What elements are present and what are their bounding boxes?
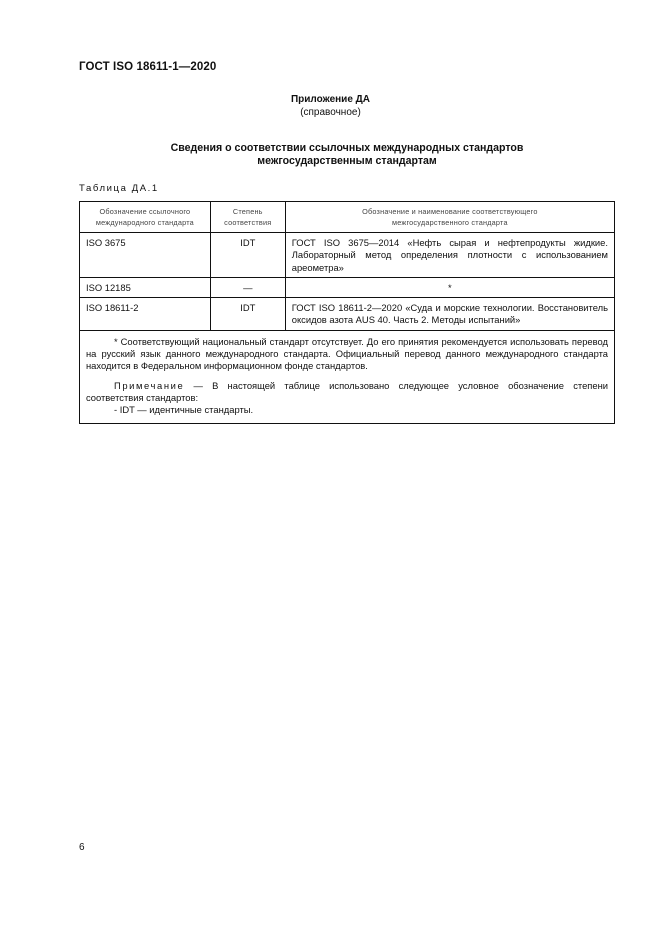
- header-ref-standard-line-1: Обозначение ссылочного: [99, 207, 191, 216]
- correspondence-table: [79, 201, 615, 424]
- section-title: [79, 142, 615, 168]
- note-label: Примечание: [114, 379, 185, 391]
- appendix-subtitle: (справочное): [300, 107, 361, 118]
- table-notes-row: [80, 330, 615, 423]
- cell-national: ГОСТ ISO 3675—2014 «Нефть сырая и нефтепродукты жидкие. Лабораторный метод определения плотности с использованием ареометра»: [285, 233, 614, 278]
- cell-degree: —: [210, 277, 285, 297]
- appendix-title: Приложение ДА: [290, 94, 371, 105]
- cell-degree: IDT: [210, 233, 285, 278]
- section-title-line-2: межгосударственным стандартам: [257, 155, 437, 167]
- table-notes: [80, 330, 615, 423]
- header-ref-standard: [80, 202, 211, 233]
- page-number: 6: [79, 842, 85, 853]
- note-item: - IDT — идентичные стандарты.: [114, 404, 254, 416]
- appendix-heading: [0, 93, 661, 119]
- cell-ref: ISO 12185: [80, 277, 211, 297]
- cell-national: ГОСТ ISO 18611-2—2020 «Суда и морские технологии. Восстановитель оксидов азота AUS 40. Часть 2. Методы испытаний»: [285, 298, 614, 331]
- table-row: [80, 233, 615, 278]
- document-header: ГОСТ ISO 18611-1—2020: [79, 61, 217, 73]
- section-title-line-1: Сведения о соответствии ссылочных международных стандартов: [170, 142, 524, 154]
- table-footnote: * Соответствующий национальный стандарт отсутствует. До его принятия рекомендуется использовать перевод на русский язык данного международного стандарта. Официальный перевод данного международного стандарта находится в Федеральном информационном фонде стандартов.: [86, 335, 608, 372]
- table-row: [80, 277, 615, 297]
- note-text: — В настоящей таблице использовано следующее условное обозначение степени соответствия стандартов:: [86, 379, 608, 403]
- table-header-row: [80, 202, 615, 233]
- cell-national: *: [285, 277, 614, 297]
- table-caption: Таблица ДА.1: [79, 183, 159, 194]
- cell-ref: ISO 18611-2: [80, 298, 211, 331]
- header-national-line-2: межгосударственного стандарта: [392, 218, 508, 227]
- table-row: [80, 298, 615, 331]
- header-degree-line-1: Степень: [232, 207, 263, 216]
- cell-degree: IDT: [210, 298, 285, 331]
- header-national-standard: [285, 202, 614, 233]
- table-note: [86, 380, 608, 405]
- header-degree-line-2: соответствия: [224, 218, 272, 227]
- header-degree: [210, 202, 285, 233]
- cell-ref: ISO 3675: [80, 233, 211, 278]
- header-ref-standard-line-2: международного стандарта: [95, 218, 194, 227]
- header-national-line-1: Обозначение и наименование соответствующего: [362, 207, 538, 216]
